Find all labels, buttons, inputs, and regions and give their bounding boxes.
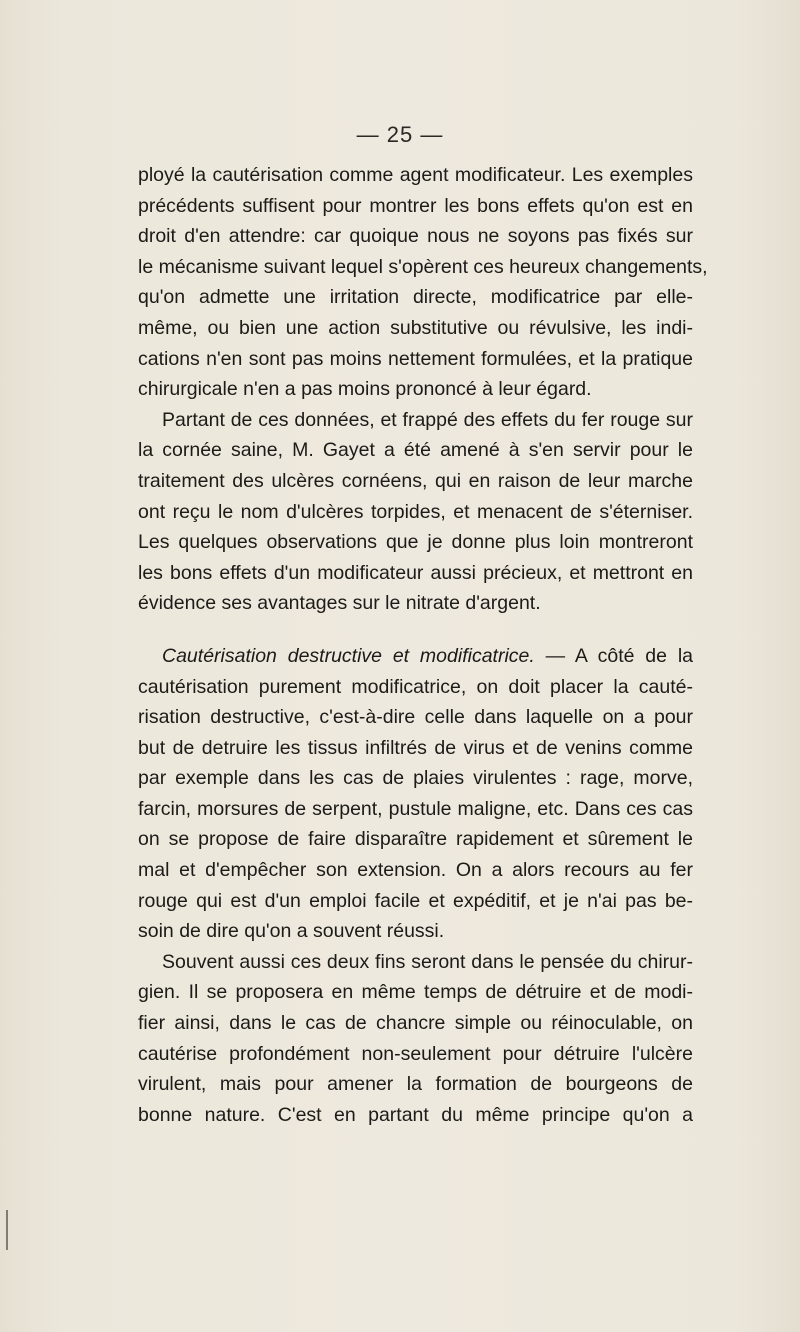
text-line: farcin, morsures de serpent, pustule maligne, etc. Dans ces cas: [138, 797, 693, 820]
text-line: fier ainsi, dans le cas de chancre simple ou réinoculable, on: [138, 1012, 693, 1035]
text-line: précédents suffisent pour montrer les bons effets qu'on est en: [138, 194, 693, 217]
paragraph-4: [138, 947, 693, 1131]
text-line: bonne nature. C'est en partant du même principe qu'on a: [138, 1103, 693, 1126]
section-title: Cautérisation destructive et modificatrice.: [162, 644, 535, 667]
section-heading-line: [138, 641, 693, 672]
text-line: qu'on admette une irritation directe, modificatrice par elle-: [138, 286, 693, 309]
text-line: Souvent aussi ces deux fins seront dans le pensée du chirur-: [162, 950, 693, 973]
text-line: Les quelques observations que je donne plus loin montreront: [138, 531, 693, 554]
text-line: gien. Il se proposera en même temps de détruire et de modi-: [138, 981, 693, 1004]
text-line: Partant de ces données, et frappé des effets du fer rouge sur: [162, 408, 693, 431]
text-line: ont reçu le nom d'ulcères torpides, et menacent de s'éterniser.: [138, 500, 693, 523]
page-number: — 25 —: [356, 122, 444, 147]
paragraph-2: [138, 405, 693, 619]
text-line: virulent, mais pour amener la formation de bourgeons de: [138, 1073, 693, 1096]
text-line: cautérisation purement modificatrice, on doit placer la cauté-: [138, 675, 693, 698]
text-line: traitement des ulcères cornéens, qui en raison de leur marche: [138, 469, 693, 492]
text-line: ployé la cautérisation comme agent modificateur. Les exemples: [138, 164, 693, 186]
section-title-rest: — A côté de la: [534, 644, 693, 667]
text-line: mal et d'empêcher son extension. On a alors recours au fer: [138, 859, 693, 882]
body-text: [138, 160, 708, 1130]
text-line: la cornée saine, M. Gayet a été amené à s'en servir pour le: [138, 439, 693, 462]
text-line: cations n'en sont pas moins nettement formulées, et la pratique: [138, 347, 693, 370]
section-gap: [138, 619, 693, 641]
text-line: évidence ses avantages sur le nitrate d'argent.: [138, 592, 541, 615]
paragraph-3: [138, 641, 693, 947]
text-line: soin de dire qu'on a souvent réussi.: [138, 920, 445, 943]
text-line: cautérise profondément non-seulement pour détruire l'ulcère: [138, 1042, 693, 1065]
text-line: par exemple dans les cas de plaies virulentes : rage, morve,: [138, 767, 693, 790]
text-line: rouge qui est d'un emploi facile et expéditif, et je n'ai pas be-: [138, 889, 693, 912]
text-line: même, ou bien une action substitutive ou révulsive, les indi-: [138, 316, 693, 339]
text-line: droit d'en attendre: car quoique nous ne soyons pas fixés sur: [138, 225, 693, 248]
margin-mark: [6, 1210, 8, 1250]
text-line: but de detruire les tissus infiltrés de virus et de venins comme: [138, 736, 693, 759]
text-line: on se propose de faire disparaître rapidement et sûrement le: [138, 828, 693, 851]
paragraph-1: [138, 160, 708, 405]
text-line: les bons effets d'un modificateur aussi précieux, et mettront en: [138, 561, 693, 584]
text-line: risation destructive, c'est-à-dire celle dans laquelle on a pour: [138, 706, 693, 729]
text-line: chirurgicale n'en a pas moins prononcé à leur égard.: [138, 378, 592, 401]
text-line: le mécanisme suivant lequel s'opèrent ces heureux changements,: [138, 255, 708, 278]
